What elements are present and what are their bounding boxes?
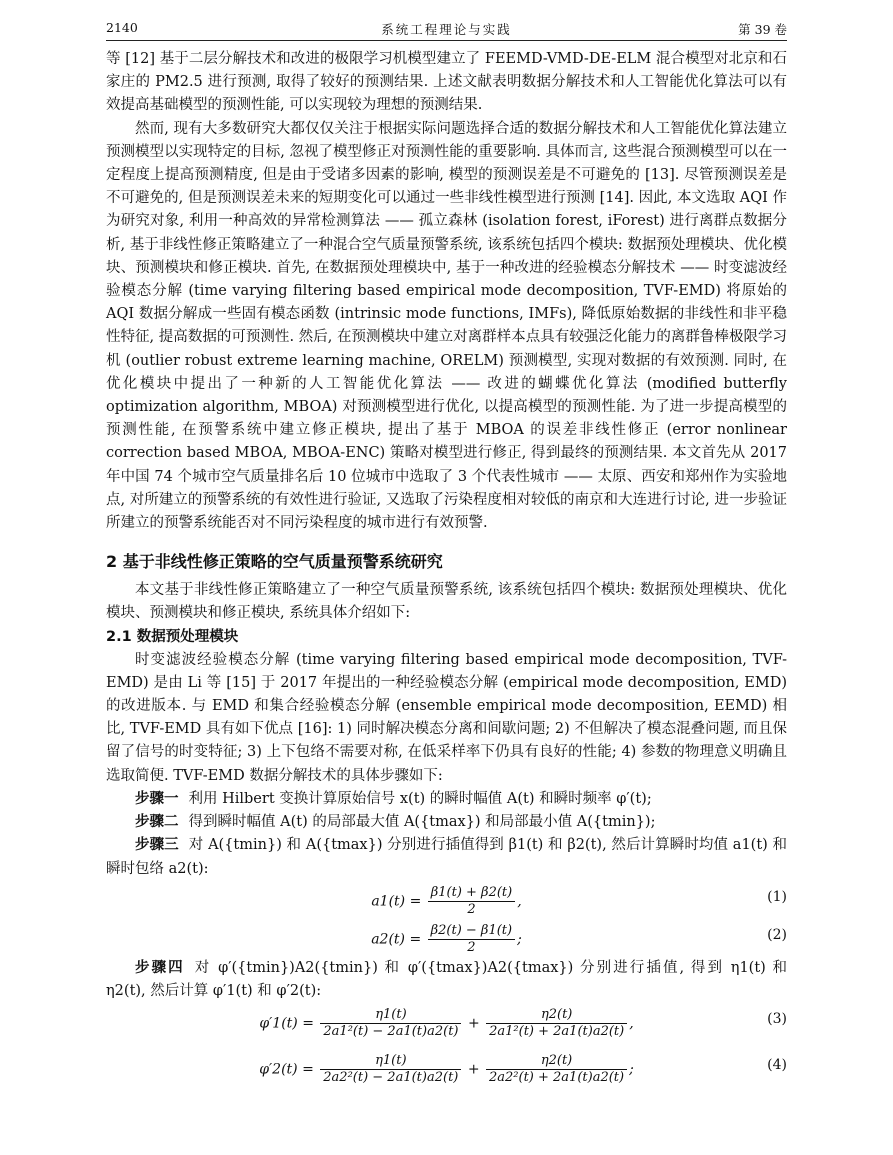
eq2-denominator: 2 bbox=[467, 939, 476, 955]
equation-2 bbox=[106, 919, 787, 957]
eq3-plus: + bbox=[467, 1015, 480, 1032]
eq4-tail: ; bbox=[629, 1061, 634, 1078]
step-two bbox=[106, 811, 787, 834]
eq4-lhs: φ′2(t) = bbox=[259, 1061, 314, 1078]
subsection-heading: 2.1 数据预处理模块 bbox=[106, 628, 239, 645]
equation-3 bbox=[106, 1003, 787, 1049]
eq3-fraction-2 bbox=[486, 1007, 627, 1040]
eq4-numerator-2: η2(t) bbox=[486, 1053, 627, 1070]
eq1-fraction bbox=[428, 885, 515, 918]
eq3-numerator-2: η2(t) bbox=[486, 1007, 627, 1024]
equation-1 bbox=[106, 881, 787, 919]
eq4-fraction-1 bbox=[320, 1053, 461, 1086]
step-one-label: 步骤一 bbox=[135, 790, 179, 807]
eq1-denominator: 2 bbox=[467, 901, 476, 917]
step-one-text: 利用 Hilbert 变换计算原始信号 x(t) 的瞬时幅值 A(t) 和瞬时频率 φ′(t); bbox=[188, 790, 652, 807]
eq2-fraction bbox=[428, 923, 515, 956]
eq4-plus: + bbox=[467, 1061, 480, 1078]
eq3-tail: , bbox=[629, 1015, 634, 1032]
eq2-lhs: a2(t) = bbox=[371, 931, 422, 948]
step-four bbox=[106, 957, 787, 1003]
eq2-numerator: β2(t) − β1(t) bbox=[428, 923, 515, 940]
eq1-number: (1) bbox=[767, 888, 787, 905]
step-two-label: 步骤二 bbox=[135, 814, 179, 831]
eq4-denominator-2: 2a2²(t) + 2a1(t)a2(t) bbox=[489, 1070, 625, 1086]
running-head bbox=[106, 18, 787, 41]
eq3-denominator-1: 2a1²(t) − 2a1(t)a2(t) bbox=[323, 1024, 459, 1040]
eq4-number: (4) bbox=[767, 1057, 787, 1074]
eq4-denominator-1: 2a2²(t) − 2a1(t)a2(t) bbox=[323, 1070, 459, 1086]
eq3-number: (3) bbox=[767, 1011, 787, 1028]
paragraph-motivation: 然而, 现有大多数研究大都仅仅关注于根据实际问题选择合适的数据分解技术和人工智能优化算法建立预测模型以实现特定的目标, 忽视了模型修正对预测性能的重要影响. 具体而言, 这些混合预测模型可以在一定程度上提高预测精度, 但是由于受诸多因素的影响, 模型的预测误差是不可避免的 [13]. 尽管预测误差是不可避免的, 但是预测误差未来的短期变化可以通过一些非线性模型进行预测 [14]. 因此, 本文选取 AQI 作为研究对象, 利用一种高效的异常检测算法 —— 孤立森林 (isolation forest, iForest) 进行离群点数据分析, 基于非线性修正策略建立了一种混合空气质量预警系统, 该系统包括四个模块: 数据预处理模块、优化模块、预测模块和修正模块. 首先, 在数据预处理模块中, 基于一种改进的经验模态分解技术 —— 时变滤波经验模态分解 (time varying filtering based empirical mode decomposition, TVF-EMD) 将原始的 AQI 数据分解成一些固有模态函数 (intrinsic mode functions, IMFs), 降低原始数据的非线性和非平稳性特征, 提高数据的可预测性. 然后, 在预测模块中建立对离群样本点具有较强泛化能力的离群鲁棒极限学习机 (outlier robust extreme learning machine, ORELM) 预测模型, 实现对数据的有效预测. 同时, 在优化模块中提出了一种新的人工智能优化算法 —— 改进的蝴蝶优化算法 (modified butterfly optimization algorithm, MBOA) 对预测模型进行优化, 以提高模型的预测性能. 为了进一步提高模型的预测性能, 在预警系统中建立修正模块, 提出了基于 MBOA 的误差非线性修正 (error nonlinear correction based MBOA, MBOA-ENC) 策略对模型进行修正, 得到最终的预测结果. 本文首先从 2017 年中国 74 个城市空气质量排名后 10 位城市中选取了 3 个代表性城市 —— 太原、西安和郑州作为实验地点, 对所建立的预警系统的有效性进行验证, 又选取了污染程度相对较低的南京和大连进行讨论, 进一步验证所建立的预警系统能否对不同污染程度的城市进行有效预警. bbox=[106, 120, 787, 532]
eq4-fraction-2 bbox=[486, 1053, 627, 1086]
journal-title: 系统工程理论与实践 bbox=[381, 22, 512, 37]
step-four-label: 步骤四 bbox=[135, 959, 185, 976]
step-four-text: 对 φ′({tmin})A2({tmin}) 和 φ′({tmax})A2({tmax}) 分别进行插值, 得到 η1(t) 和 η2(t), 然后计算 φ′1(t) 和 φ′2(t): bbox=[106, 959, 788, 999]
paragraph-intro-end: 等 [12] 基于二层分解技术和改进的极限学习机模型建立了 FEEMD-VMD-DE-ELM 混合模型对北京和石家庄的 PM2.5 进行预测, 取得了较好的预测结果. 上述文献表明数据分解技术和人工智能优化算法可以有效提高基础模型的预测性能, 可以实现较为理想的预测结果. bbox=[106, 51, 787, 114]
eq3-numerator-1: η1(t) bbox=[320, 1007, 461, 1024]
section-heading: 2 基于非线性修正策略的空气质量预警系统研究 bbox=[106, 552, 443, 572]
step-two-text: 得到瞬时幅值 A(t) 的局部最大值 A({tmax}) 和局部最小值 A({tmin}); bbox=[188, 814, 656, 831]
eq3-lhs: φ′1(t) = bbox=[259, 1015, 314, 1032]
step-three-text: 对 A({tmin}) 和 A({tmax}) 分别进行插值得到 β1(t) 和 β2(t), 然后计算瞬时均值 a1(t) 和瞬时包络 a2(t): bbox=[106, 837, 788, 877]
page-number: 2140 bbox=[106, 20, 138, 35]
step-one bbox=[106, 788, 787, 811]
step-three bbox=[106, 834, 787, 880]
eq4-numerator-1: η1(t) bbox=[320, 1053, 461, 1070]
volume-label: 第 39 卷 bbox=[738, 22, 787, 37]
paragraph-system-overview: 本文基于非线性修正策略建立了一种空气质量预警系统, 该系统包括四个模块: 数据预处理模块、优化模块、预测模块和修正模块, 系统具体介绍如下: bbox=[106, 582, 787, 622]
eq3-denominator-2: 2a1²(t) + 2a1(t)a2(t) bbox=[489, 1024, 625, 1040]
eq2-number: (2) bbox=[767, 926, 787, 943]
paragraph-tvf-emd: 时变滤波经验模态分解 (time varying filtering based empirical mode decomposition, TVF-EMD) 是由 Li 等 [15] 于 2017 年提出的一种经验模态分解 (empirical mode decomposition, EMD) 的改进版本. 与 EMD 和集合经验模态分解 (ensemble empirical mode decomposition, EEMD) 相比, TVF-EMD 具有如下优点 [16]: 1) 同时解决模态分离和间歇问题; 2) 不但解决了模态混叠问题, 而且保留了信号的时变特征; 3) 上下包络不需要对称, 在低采样率下仍具有良好的性能; 4) 参数的物理意义明确且选取简便. TVF-EMD 数据分解技术的具体步骤如下: bbox=[106, 651, 787, 784]
eq1-tail: , bbox=[517, 893, 522, 910]
body-text bbox=[106, 48, 787, 1095]
equation-4 bbox=[106, 1049, 787, 1095]
eq1-lhs: a1(t) = bbox=[371, 893, 422, 910]
eq1-numerator: β1(t) + β2(t) bbox=[428, 885, 515, 902]
step-three-label: 步骤三 bbox=[135, 837, 179, 854]
eq3-fraction-1 bbox=[320, 1007, 461, 1040]
eq2-tail: ; bbox=[517, 931, 522, 948]
